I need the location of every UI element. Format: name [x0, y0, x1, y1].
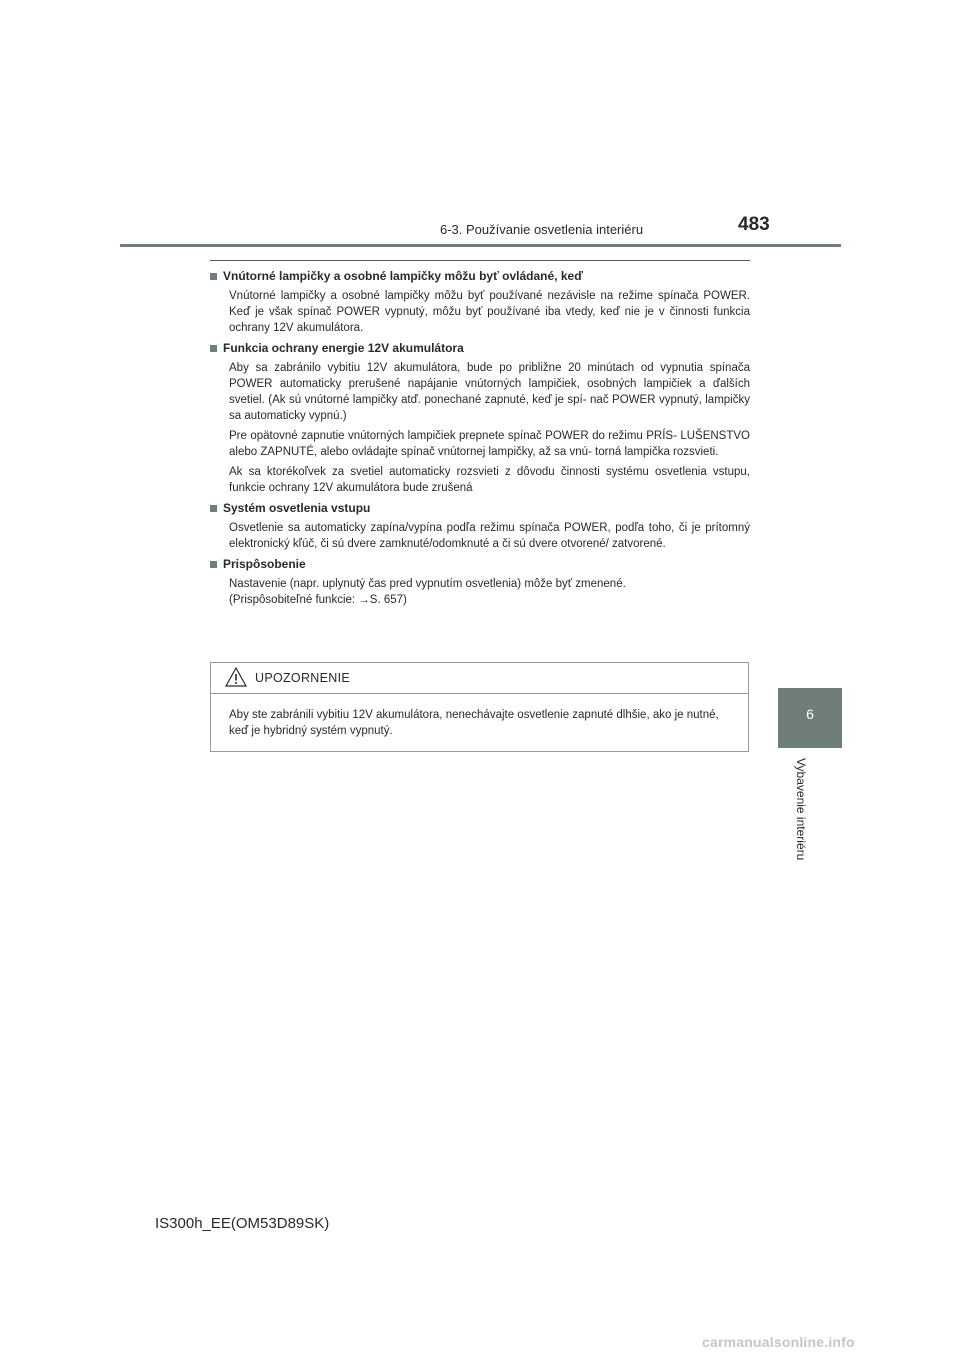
content-top-rule [210, 260, 750, 261]
section-title: 6-3. Používanie osvetlenia interiéru [440, 222, 644, 237]
paragraph: Osvetlenie sa automaticky zapína/vypína podľa režimu spínača POWER, podľa toho, či je prítomný elektronický kľúč, či sú dvere zamknuté/odomknuté a či sú dvere otvorené/ zatvorené. [229, 522, 750, 550]
section-illuminated-entry [210, 500, 750, 552]
paragraph: Nastavenie (napr. uplynutý čas pred vypnutím osvetlenia) môže byť zmenené. [229, 578, 626, 590]
page-number: 483 [738, 214, 770, 235]
paragraph: Vnútorné lampičky a osobné lampičky môžu byť používané nezávisle na režime spínača POWER. Keď je však spínač POWER vypnutý, môžu byť používané iba vtedy, keď nie je v činnosti funkcia ochrany 12V akumulátora. [229, 290, 750, 334]
warning-header [211, 663, 748, 694]
section-heading [210, 268, 750, 284]
paragraph: Pre opätovné zapnutie vnútorných lampičiek prepnete spínač POWER do režimu PRÍS- LUŠENSTVO alebo ZAPNUTÉ, alebo ovládajte spínač vnútornej lampičky, až sa vnú- torná lampička rozsvieti. [229, 430, 750, 458]
header-rule [120, 244, 841, 247]
paragraph: Ak sa ktorékoľvek za svetiel automaticky rozsvieti z dôvodu činnosti systému osvetlenia vstupu, funkcie ochrany 12V akumulátora bude zrušená [229, 466, 750, 494]
warning-title: UPOZORNENIE [255, 671, 350, 685]
section-heading [210, 500, 750, 516]
chapter-tab [778, 688, 842, 748]
paragraph: Aby sa zabránilo vybitiu 12V akumulátora, bude po približne 20 minútach od vypnutia spínača POWER automaticky prerušené napájanie vnútorných lampičiek, osobných lampičiek a ďalších svetiel. (Ak sú vnútorné lampičky atď. ponechané zapnuté, keď je spí- nač POWER vypnutý, lampičky sa automaticky vypnú.) [229, 362, 750, 422]
bullet-square-icon [210, 273, 217, 280]
page-reference[interactable]: (Prispôsobiteľné funkcie: →S. 657) [229, 594, 407, 606]
model-code: IS300h_EE(OM53D89SK) [155, 1215, 330, 1232]
warning-text: Aby ste zabránili vybitiu 12V akumulátora, nenechávajte osvetlenie zapnuté dlhšie, ako je nutné, keď je hybridný systém vypnutý. [229, 709, 719, 737]
bullet-square-icon [210, 505, 217, 512]
chapter-label-container [772, 758, 812, 918]
section-heading [210, 556, 750, 572]
section-battery-saver [210, 340, 750, 496]
content-body [210, 268, 750, 612]
chapter-number: 6 [806, 706, 814, 722]
section-customization [210, 556, 750, 608]
section-heading-text: Systém osvetlenia vstupu [223, 501, 371, 515]
section-lamps-operable [210, 268, 750, 336]
watermark-text[interactable]: carmanualsonline.info [702, 1334, 855, 1350]
warning-box [210, 662, 749, 752]
warning-triangle-icon [225, 667, 247, 687]
section-heading-text: Funkcia ochrany energie 12V akumulátora [223, 341, 464, 355]
section-heading [210, 340, 750, 356]
bullet-square-icon [210, 345, 217, 352]
section-heading-text: Vnútorné lampičky a osobné lampičky môžu byť ovládané, keď [223, 269, 583, 283]
section-heading-text: Prispôsobenie [223, 557, 306, 571]
chapter-label: Vybavenie interiéru [794, 758, 808, 861]
bullet-square-icon [210, 561, 217, 568]
